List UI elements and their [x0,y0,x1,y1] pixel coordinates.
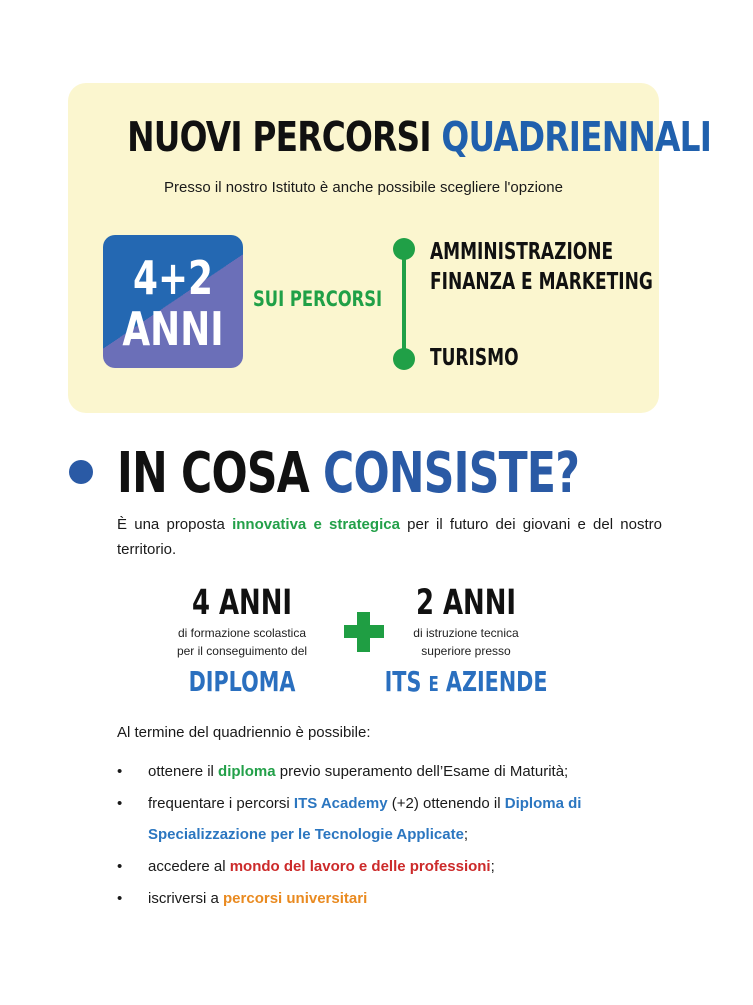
list-item-text: ; [463,826,469,843]
four-years-column [132,582,352,702]
section-heading [117,441,579,506]
intro-text [117,512,662,562]
intro-before: È una proposta [117,516,233,533]
list-item-text: accedere al [148,858,230,875]
bullet-mark: • [117,858,123,875]
list-item-highlight: diploma [218,763,276,780]
diploma-label: DIPLOMA [188,665,296,698]
section-heading-part2: CONSISTE? [323,441,580,506]
its-aziende-label [385,662,548,704]
list-item-text: (+2) ottenendo il [387,795,505,812]
e-label: E [428,672,439,696]
list-item [117,851,677,882]
list-item-highlight: percorsi universitari [223,890,368,907]
connector-line [402,249,406,359]
list-item-text: iscriversi a [148,890,224,907]
intro-after: per il futuro dei giovani e del nostro territorio. [117,516,662,558]
info-panel [68,83,712,413]
list-item-text: previo superamento dell’Esame di Maturità; [275,763,569,780]
section-heading-part1: IN COSA [117,441,324,506]
bullet-mark: • [117,890,123,907]
course-afm-line1: AMMINISTRAZIONE [430,239,614,265]
panel-title [127,113,712,161]
aziende-label: AZIENDE [438,665,548,698]
course-turismo: TURISMO [430,345,519,371]
list-item-highlight: ITS Academy [293,795,388,812]
two-years-line1: di istruzione tecnica [413,626,519,640]
bullet-mark: • [117,795,123,812]
list-item [117,883,677,914]
sui-percorsi-label: SUI PERCORSI [253,287,383,311]
panel-title-part1: NUOVI PERCORSI [127,113,442,161]
badge-line1: 4+2 [133,251,213,305]
badge-line2: ANNI [122,302,224,356]
list-item-highlight: mondo del lavoro e delle professioni [229,858,491,875]
four-years-line2: per il conseguimento del [176,644,308,658]
term-text: Al termine del quadriennio è possibile: [117,724,371,741]
section-bullet [69,460,93,484]
list-item-text: ; [490,858,495,875]
options-list [117,756,677,915]
list-item [117,756,677,787]
two-years-column [356,582,576,704]
two-years-line2: superiore presso [421,644,511,658]
list-item-text: frequentare i percorsi [148,795,294,812]
four-years-title: 4 ANNI [191,583,293,623]
four-years-line1: di formazione scolastica [177,626,307,640]
panel-title-part2: QUADRIENNALI [441,113,712,161]
list-item [117,788,677,850]
intro-highlight: innovativa e strategica [232,516,400,533]
its-label: ITS [384,665,429,698]
connector-dot-bottom [393,348,415,370]
list-item-highlight: Diploma di Specializzazione per le Tecnologie Applicate [148,795,582,843]
two-years-title: 2 ANNI [415,583,517,623]
list-item-text: ottenere il [148,763,219,780]
course-afm-line2: FINANZA E MARKETING [430,269,653,295]
four-plus-two-badge [103,235,243,368]
panel-subtitle: Presso il nostro Istituto è anche possibile scegliere l'opzione [164,179,563,196]
connector-dot-top [393,238,415,260]
bullet-mark: • [117,763,123,780]
